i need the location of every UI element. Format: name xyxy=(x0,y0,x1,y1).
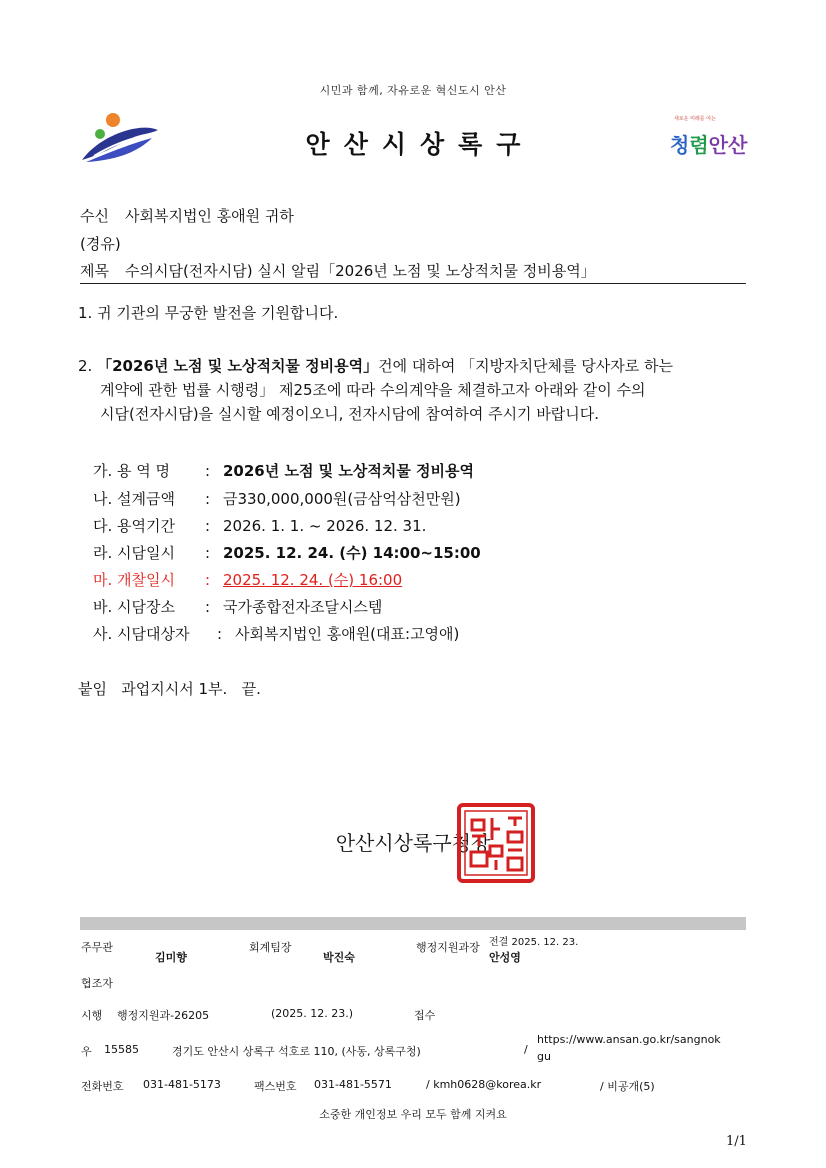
item-value: 2025. 12. 24. (수) 16:00 xyxy=(223,571,403,589)
enforce-date: (2025. 12. 23.) xyxy=(271,1007,354,1020)
via-line: (경유) xyxy=(80,235,121,253)
item-negotiation-target xyxy=(93,623,459,644)
subject-divider xyxy=(80,283,746,284)
cheongryeom-ansan-logo xyxy=(670,115,748,163)
item-negotiation-place xyxy=(93,596,382,617)
recipient-line xyxy=(80,205,294,226)
item-sep: : xyxy=(205,490,211,508)
item-label: 가. 용 역 명 xyxy=(93,462,171,480)
fax-label: 팩스번호 xyxy=(254,1080,297,1093)
item-value: 2025. 12. 24. (수) 14:00~15:00 xyxy=(223,544,481,562)
address: 경기도 안산시 상록구 석호로 110, (사동, 상록구청) xyxy=(172,1045,421,1058)
disclosure-status: / 비공개(5) xyxy=(600,1080,655,1093)
item-opening-datetime xyxy=(93,569,402,590)
recipient-value: 사회복지법인 홍애원 귀하 xyxy=(124,207,294,225)
postcode: 15585 xyxy=(104,1043,139,1056)
cooperator-label: 협조자 xyxy=(81,977,113,990)
official-seal xyxy=(456,802,536,884)
subject-label: 제목 xyxy=(80,262,109,280)
item-label: 마. 개찰일시 xyxy=(93,571,175,589)
attachment-line: 붙임 과업지시서 1부. 끝. xyxy=(78,680,261,698)
item-value: 2026년 노점 및 노상적치물 정비용역 xyxy=(223,462,475,480)
paragraph-1: 1. 귀 기관의 무궁한 발전을 기원합니다. xyxy=(78,304,339,322)
item-value: 금330,000,000원(금삼억삼천만원) xyxy=(223,490,461,508)
phone-label: 전화번호 xyxy=(81,1080,124,1093)
approver-role-2: 회계팀장 xyxy=(249,941,292,954)
approver-role-3: 행정지원과장 xyxy=(416,941,480,954)
paragraph-2-text-2: 계약에 관한 법률 시행령」 제25조에 따라 수의계약을 체결하고자 아래와 같이 수의 xyxy=(100,381,646,399)
subject-line xyxy=(80,260,596,281)
item-service-period xyxy=(93,515,426,536)
enforce-label: 시행 xyxy=(81,1009,103,1022)
item-label: 라. 시담일시 xyxy=(93,544,175,562)
paragraph-2 xyxy=(78,354,748,426)
phone-number: 031-481-5173 xyxy=(143,1078,221,1091)
homepage-url[interactable] xyxy=(537,1033,721,1068)
footer-divider-bar xyxy=(80,917,746,930)
homepage-url-line-1[interactable]: https://www.ansan.go.kr/sangnok xyxy=(537,1033,721,1046)
approver-name-2: 박진숙 xyxy=(323,951,355,964)
item-design-amount xyxy=(93,488,461,509)
item-value: 2026. 1. 1. ~ 2026. 12. 31. xyxy=(223,517,427,535)
item-label: 나. 설계금액 xyxy=(93,490,175,508)
issuer-name: 안산시상록구청장 xyxy=(335,831,491,855)
privacy-slogan: 소중한 개인정보 우리 모두 함께 지켜요 xyxy=(319,1108,507,1121)
item-sep: : xyxy=(217,625,223,643)
page-number: 1/1 xyxy=(726,1134,747,1149)
paragraph-2-text-1: 건에 대하여 「지방자치단체를 당사자로 하는 xyxy=(378,357,674,375)
item-sep: : xyxy=(205,598,211,616)
decision-date: 전결 2025. 12. 23. xyxy=(489,937,579,948)
logo-char-2: 렴 xyxy=(689,133,709,157)
item-label: 사. 시담대상자 xyxy=(93,625,190,643)
paragraph-2-service-name: 「2026년 노점 및 노상적치물 정비용역」 xyxy=(97,357,379,375)
logo-char-1: 청 xyxy=(670,133,690,157)
logo-tagline: 새로운 미래를 여는 xyxy=(674,116,716,122)
fax-number: 031-481-5571 xyxy=(314,1078,392,1091)
subject-value: 수의시담(전자시담) 실시 알림「2026년 노점 및 노상적치물 정비용역」 xyxy=(124,262,596,280)
slogan: 시민과 함께, 자유로운 혁신도시 안산 xyxy=(319,84,507,97)
item-sep: : xyxy=(205,462,211,480)
item-sep: : xyxy=(205,517,211,535)
item-negotiation-datetime xyxy=(93,542,481,563)
address-separator: / xyxy=(524,1043,528,1056)
postcode-label: 우 xyxy=(81,1045,92,1058)
email-address[interactable]: / kmh0628@korea.kr xyxy=(426,1078,542,1091)
approver-role-1: 주무관 xyxy=(81,941,113,954)
item-value: 국가종합전자조달시스템 xyxy=(223,598,383,616)
item-label: 바. 시담장소 xyxy=(93,598,175,616)
homepage-url-line-2[interactable]: gu xyxy=(537,1050,551,1063)
item-label: 다. 용역기간 xyxy=(93,517,175,535)
recipient-label: 수신 xyxy=(80,207,109,225)
item-value: 사회복지법인 홍애원(대표:고영애) xyxy=(235,625,460,643)
item-service-name xyxy=(93,460,474,481)
receipt-label: 접수 xyxy=(414,1009,436,1022)
org-title: 안산시상록구 xyxy=(305,130,535,159)
approver-name-3: 안성영 xyxy=(489,951,521,964)
logo-char-3: 안산 xyxy=(708,133,748,157)
item-sep: : xyxy=(205,571,211,589)
paragraph-2-number: 2. xyxy=(78,357,93,375)
approver-name-1: 김미향 xyxy=(155,951,187,964)
enforce-number: 행정지원과-26205 xyxy=(117,1009,210,1022)
paragraph-2-text-3: 시담(전자시담)을 실시할 예정이오니, 전자시담에 참여하여 주시기 바랍니다. xyxy=(100,405,600,423)
item-sep: : xyxy=(205,544,211,562)
